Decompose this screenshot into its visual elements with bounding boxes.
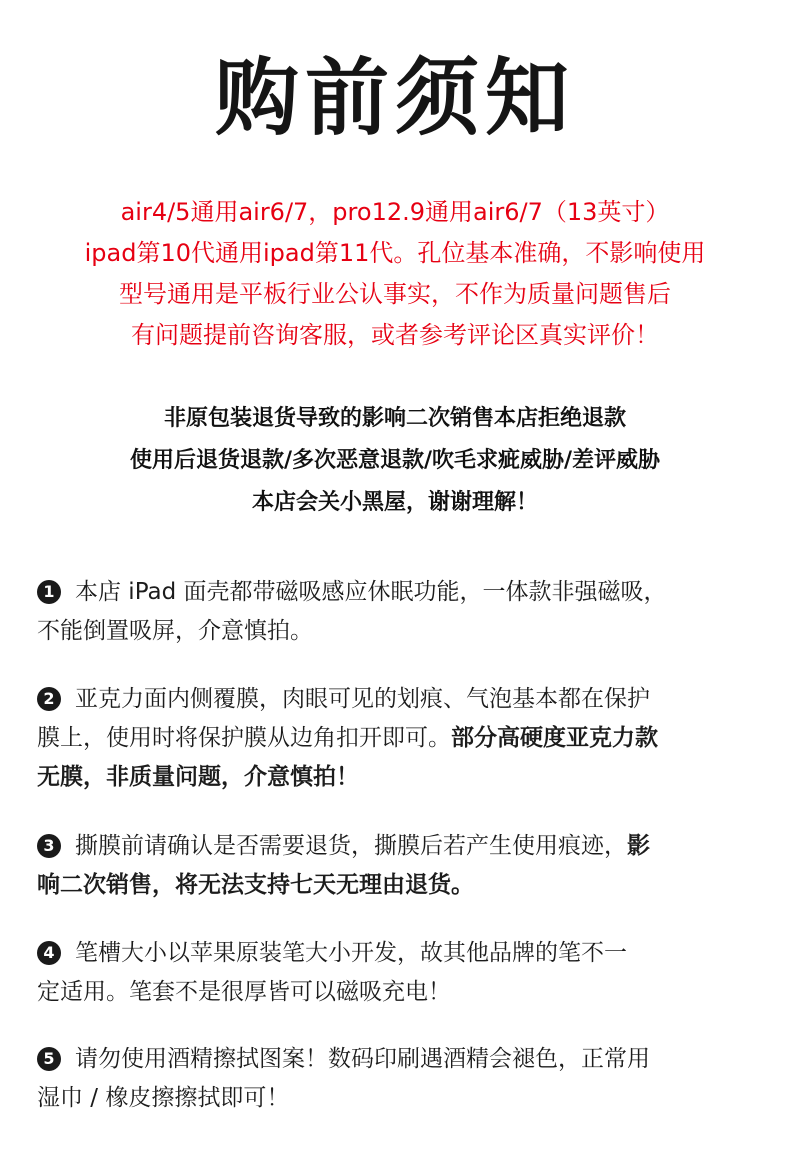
compat-line: air4/5通用air6/7，pro12.9通用air6/7（13英寸）: [120, 198, 670, 226]
page-title: 购前须知: [214, 49, 575, 147]
notice-item-5: [37, 1040, 757, 1118]
notice-item-2: [37, 680, 757, 797]
compat-line: ipad第10代通用ipad第11代。孔位基本准确，不影响使用: [84, 239, 706, 267]
item-text: 本店 iPad 面壳都带磁吸感应休眠功能，一体款非强磁吸，: [75, 579, 667, 605]
item-text: 撕膜前请确认是否需要退货，撕膜后若产生使用痕迹，: [75, 833, 627, 859]
item-text-bold: 响二次销售，将无法支持七天无理由退货。: [37, 872, 474, 898]
policy-line: 非原包装退货导致的影响二次销售本店拒绝退款: [163, 406, 626, 431]
notice-item-1: [37, 573, 757, 651]
item-text: 膜上，使用时将保护膜从边角扣开即可。: [37, 725, 451, 751]
item-text: 笔槽大小以苹果原装笔大小开发，故其他品牌的笔不一: [75, 940, 627, 966]
item-text: 亚克力面内侧覆膜，肉眼可见的划痕、气泡基本都在保护: [75, 686, 650, 712]
number-badge: 1: [37, 580, 61, 604]
item-text: 定适用。笔套不是很厚皆可以磁吸充电！: [37, 979, 451, 1005]
item-text: 湿巾 / 橡皮擦擦拭即可！: [37, 1085, 290, 1111]
item-text: 不能倒置吸屏，介意慎拍。: [37, 618, 313, 644]
notice-item-3: [37, 827, 757, 905]
number-badge: 4: [37, 941, 61, 965]
compat-line: 型号通用是平板行业公认事实，不作为质量问题售后: [119, 280, 671, 308]
compatibility-notice: [0, 192, 790, 356]
number-badge: 5: [37, 1047, 61, 1071]
compat-line: 有问题提前咨询客服，或者参考评论区真实评价！: [131, 321, 659, 349]
policy-line: 使用后退货退款/多次恶意退款/吹毛求疵威胁/差评威胁: [129, 448, 661, 473]
number-badge: 3: [37, 834, 61, 858]
item-text-bold: 部分高硬度亚克力款: [451, 725, 658, 751]
item-text-bold: 无膜，非质量问题，介意慎拍！: [37, 764, 359, 790]
policy-line: 本店会关小黑屋，谢谢理解！: [251, 490, 538, 515]
notice-item-4: [37, 934, 757, 1012]
item-text-bold: 影: [627, 833, 650, 859]
item-text: 请勿使用酒精擦拭图案！数码印刷遇酒精会褪色，正常用: [75, 1046, 650, 1072]
number-badge: 2: [37, 687, 61, 711]
refund-policy-notice: [0, 398, 790, 524]
